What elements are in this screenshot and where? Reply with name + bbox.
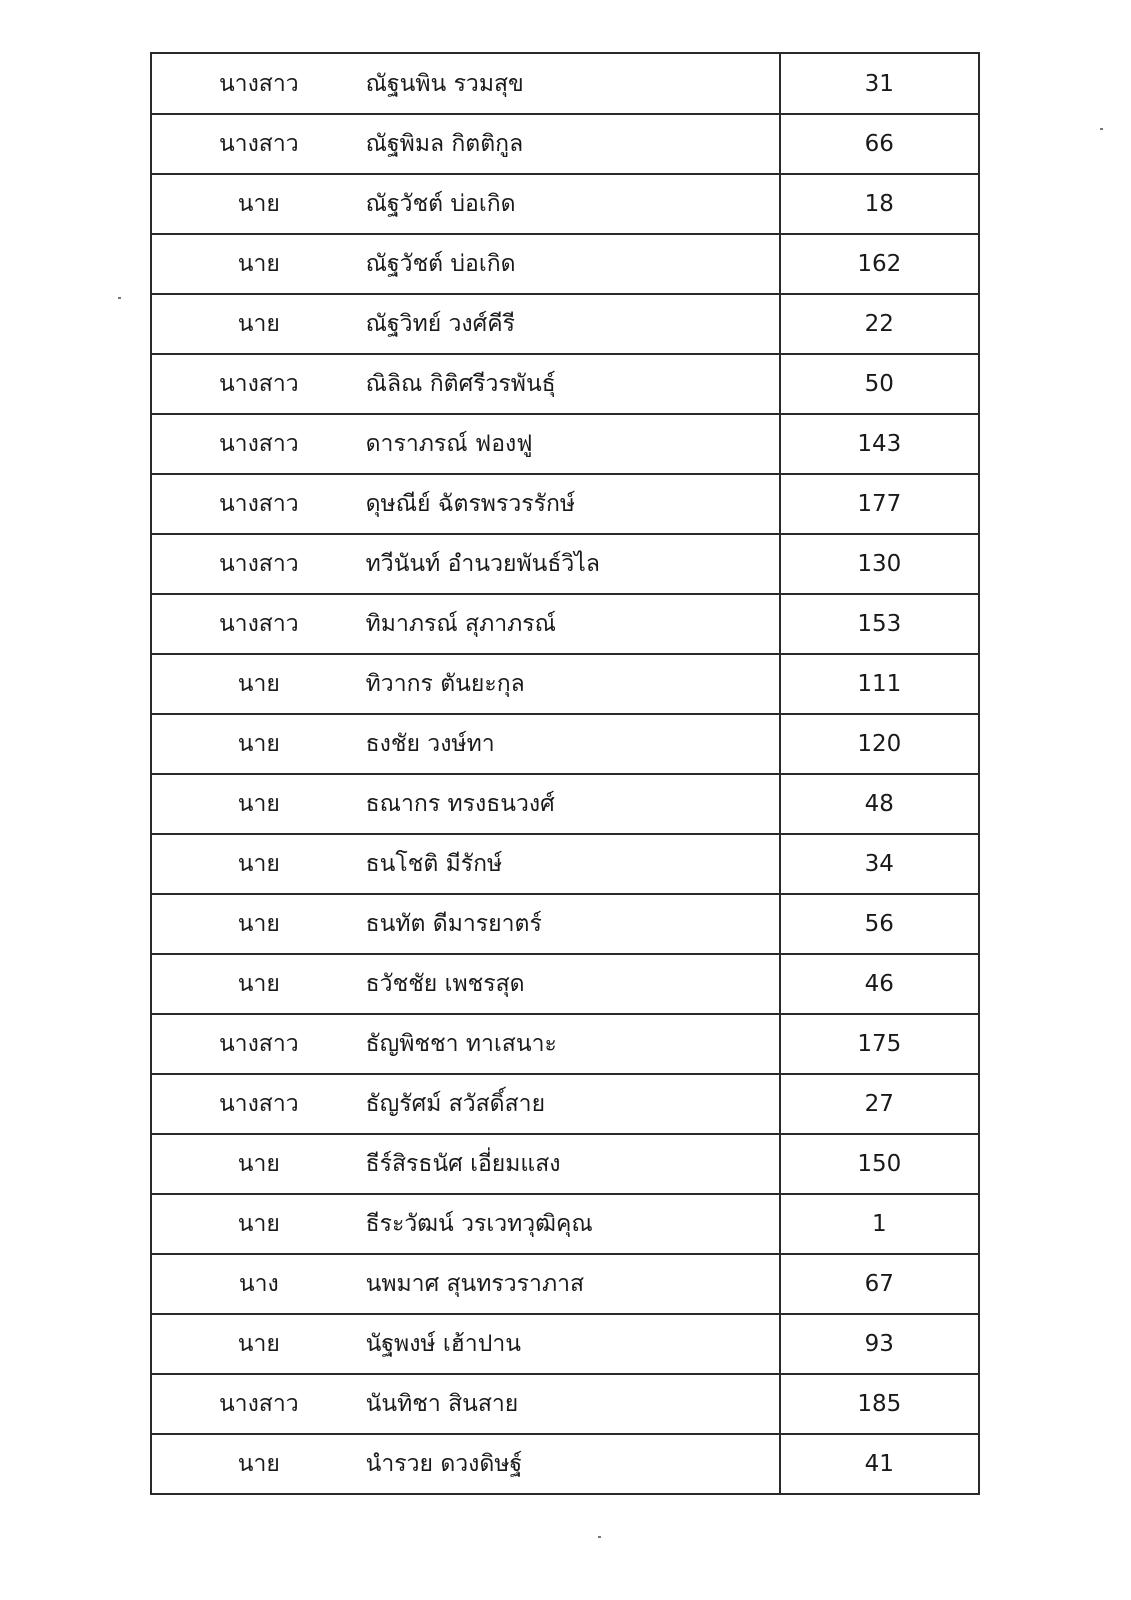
title-cell: นางสาว	[151, 1014, 366, 1074]
table-row	[151, 834, 979, 894]
name-cell: ธวัชชัย เพชรสุด	[366, 954, 780, 1014]
table-row	[151, 774, 979, 834]
table-row	[151, 894, 979, 954]
number-cell: 56	[780, 894, 979, 954]
title-cell: นางสาว	[151, 534, 366, 594]
name-cell: ธัญพิชชา ทาเสนาะ	[366, 1014, 780, 1074]
name-cell: ณิลิณ กิติศรีวรพันธุ์	[366, 354, 780, 414]
title-cell: นาย	[151, 1194, 366, 1254]
title-cell: นาย	[151, 1314, 366, 1374]
table-row	[151, 474, 979, 534]
name-cell: ธีร์สิรธนัศ เอี่ยมแสง	[366, 1134, 780, 1194]
number-cell: 130	[780, 534, 979, 594]
name-cell: ธณากร ทรงธนวงศ์	[366, 774, 780, 834]
number-cell: 162	[780, 234, 979, 294]
title-cell: นางสาว	[151, 114, 366, 174]
number-cell: 177	[780, 474, 979, 534]
table-row	[151, 53, 979, 114]
number-cell: 18	[780, 174, 979, 234]
number-cell: 1	[780, 1194, 979, 1254]
table-row	[151, 234, 979, 294]
table-row	[151, 1134, 979, 1194]
number-cell: 50	[780, 354, 979, 414]
title-cell: นาย	[151, 294, 366, 354]
title-cell: นางสาว	[151, 414, 366, 474]
title-cell: นาย	[151, 954, 366, 1014]
title-cell: นางสาว	[151, 1374, 366, 1434]
name-cell: ดาราภรณ์ ฟองฟู	[366, 414, 780, 474]
number-cell: 27	[780, 1074, 979, 1134]
table-row	[151, 1074, 979, 1134]
title-cell: นาย	[151, 714, 366, 774]
number-cell: 153	[780, 594, 979, 654]
number-cell: 66	[780, 114, 979, 174]
table-row	[151, 414, 979, 474]
title-cell: นาย	[151, 1434, 366, 1494]
title-cell: นาย	[151, 1134, 366, 1194]
table-row	[151, 294, 979, 354]
number-cell: 67	[780, 1254, 979, 1314]
table-row	[151, 594, 979, 654]
number-cell: 111	[780, 654, 979, 714]
name-cell: ณัฐวิทย์ วงศ์คีรี	[366, 294, 780, 354]
title-cell: นาย	[151, 654, 366, 714]
name-cell: ธงชัย วงษ์ทา	[366, 714, 780, 774]
number-cell: 120	[780, 714, 979, 774]
title-cell: นางสาว	[151, 1074, 366, 1134]
number-cell: 143	[780, 414, 979, 474]
scan-speck	[598, 1536, 601, 1538]
number-cell: 31	[780, 53, 979, 114]
title-cell: นาย	[151, 234, 366, 294]
title-cell: นางสาว	[151, 594, 366, 654]
table-row	[151, 1014, 979, 1074]
name-cell: ธนโชติ มีรักษ์	[366, 834, 780, 894]
number-cell: 48	[780, 774, 979, 834]
scan-speck	[118, 297, 121, 299]
name-cell: ทวีนันท์ อำนวยพันธ์วิไล	[366, 534, 780, 594]
name-cell: ณัฐพิมล กิตติกูล	[366, 114, 780, 174]
title-cell: นางสาว	[151, 354, 366, 414]
name-cell: ธัญรัศม์ สวัสดิ์สาย	[366, 1074, 780, 1134]
number-cell: 150	[780, 1134, 979, 1194]
title-cell: นาย	[151, 774, 366, 834]
number-cell: 93	[780, 1314, 979, 1374]
name-cell: นัฐพงษ์ เฮ้าปาน	[366, 1314, 780, 1374]
number-cell: 41	[780, 1434, 979, 1494]
table-row	[151, 1314, 979, 1374]
name-cell: ณัฐวัชต์ บ่อเกิด	[366, 174, 780, 234]
table-row	[151, 1374, 979, 1434]
title-cell: นางสาว	[151, 53, 366, 114]
name-cell: นำรวย ดวงดิษฐ์	[366, 1434, 780, 1494]
name-cell: ธีระวัฒน์ วรเวทวุฒิคุณ	[366, 1194, 780, 1254]
name-cell: ทิมาภรณ์ สุภาภรณ์	[366, 594, 780, 654]
name-cell: ทิวากร ตันยะกุล	[366, 654, 780, 714]
table-row	[151, 654, 979, 714]
table-row	[151, 174, 979, 234]
name-cell: ดุษณีย์ ฉัตรพรวรรักษ์	[366, 474, 780, 534]
number-cell: 185	[780, 1374, 979, 1434]
number-cell: 34	[780, 834, 979, 894]
table-row	[151, 954, 979, 1014]
roster-table	[150, 52, 980, 1495]
name-cell: นันทิชา สินสาย	[366, 1374, 780, 1434]
title-cell: นางสาว	[151, 474, 366, 534]
title-cell: นาง	[151, 1254, 366, 1314]
table-row	[151, 354, 979, 414]
table-row	[151, 1194, 979, 1254]
title-cell: นาย	[151, 834, 366, 894]
name-cell: นพมาศ สุนทรวราภาส	[366, 1254, 780, 1314]
table-row	[151, 1254, 979, 1314]
name-cell: ธนทัต ดีมารยาตร์	[366, 894, 780, 954]
name-cell: ณัฐวัชต์ บ่อเกิด	[366, 234, 780, 294]
number-cell: 46	[780, 954, 979, 1014]
table-row	[151, 1434, 979, 1494]
table-row	[151, 534, 979, 594]
table-row	[151, 114, 979, 174]
table-row	[151, 714, 979, 774]
number-cell: 175	[780, 1014, 979, 1074]
scan-speck	[1100, 128, 1103, 130]
roster-table-body	[151, 53, 979, 1494]
number-cell: 22	[780, 294, 979, 354]
title-cell: นาย	[151, 174, 366, 234]
title-cell: นาย	[151, 894, 366, 954]
name-cell: ณัฐนพิน รวมสุข	[366, 53, 780, 114]
